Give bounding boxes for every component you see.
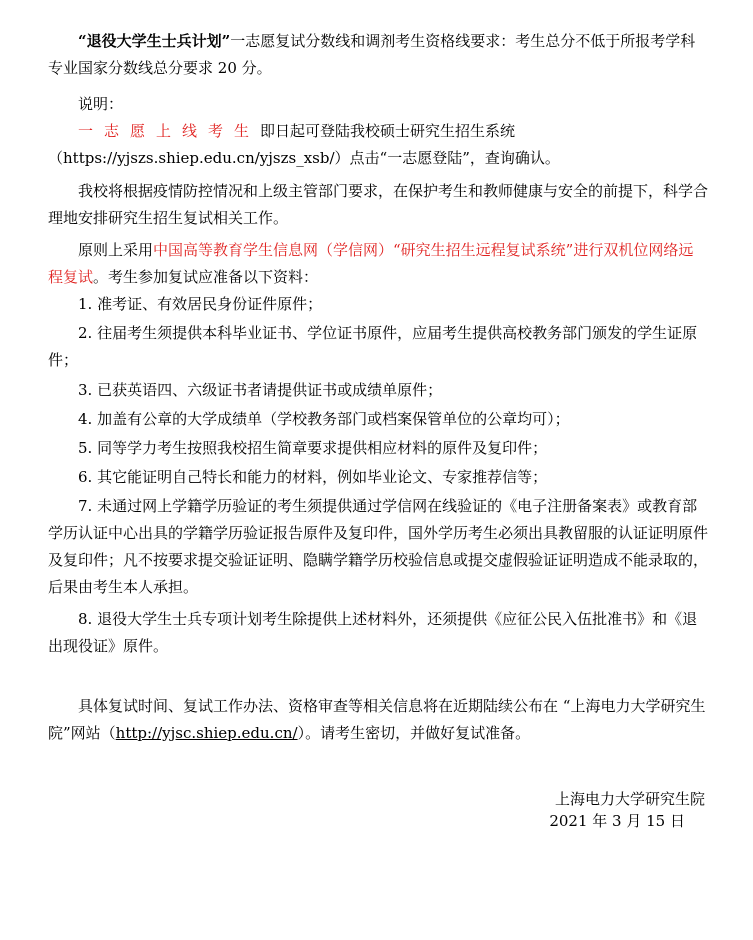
remote-post-text: 。考生参加复试应准备以下资料： (93, 268, 319, 286)
first-choice-highlight: 一志愿上线考生 (78, 122, 261, 140)
closing-paragraph (48, 693, 708, 747)
notes-title: 说明： (78, 95, 124, 113)
paragraph-epidemic: 我校将根据疫情防控情况和上级主管部门要求，在保护考生和教师健康与安全的前提下，科学合理地安排研究生招生复试相关工作。 (48, 182, 709, 227)
requirement-text: 一志愿复试分数线和调剂考生资格线要求：考生总分不低于所报考学科专业国家分数线总分要求 20 分。 (48, 32, 696, 77)
list-item-4: 4. 加盖有公章的大学成绩单（学校教务部门或档案保管单位的公章均可）； (78, 410, 570, 428)
list-item-5: 5. 同等学力考生按照我校招生简章要求提供相应材料的原件及复印件； (78, 439, 548, 457)
requirement-heading (48, 28, 708, 82)
remote-system-highlight: 中国高等教育学生信息网（学信网）“研究生招生远程复试系统”进行双机位网络远程复试 (48, 241, 694, 286)
paragraph-remote-interview (48, 237, 708, 291)
signature-org: 上海电力大学研究生院 (554, 790, 705, 808)
list-item-6: 6. 其它能证明自己特长和能力的材料，例如毕业论文、专家推荐信等； (78, 468, 548, 486)
closing-post-text: ）。请考生密切，并做好复试准备。 (297, 724, 531, 742)
system-login-text: 即日起可登陆我校硕士研究生招生系统（https://yjszs.shiep.edu.cn/yjszs_xsb/）点击“一志愿登陆”，查询确认。 (48, 122, 560, 167)
graduate-school-link[interactable]: http://yjsc.shiep.edu.cn/ (115, 724, 298, 742)
list-item-3: 3. 已获英语四、六级证书者请提供证书或成绩单原件； (78, 381, 443, 399)
paragraph-system-login (48, 118, 708, 172)
program-name: “退役大学生士兵计划” (78, 32, 231, 50)
closing-pre-text: 具体复试时间、复试工作办法、资格审查等相关信息将在近期陆续公布在 “上海电力大学研究生院”网站（ (48, 697, 706, 742)
list-item-7: 7. 未通过网上学籍学历验证的考生须提供通过学信网在线验证的《电子注册备案表》或教育部学历认证中心出具的学籍学历验证报告原件及复印件，国外学历考生必须出具教留服的认证证明原件及复印件；凡不按要求提交验证证明、隐瞒学籍学历校验信息或提交虚假验证证明造成不能录取的，后果由考生本人承担。 (48, 497, 709, 596)
list-item-2: 2. 往届考生须提供本科毕业证书、学位证书原件，应届考生提供高校教务部门颁发的学生证原件； (48, 324, 698, 369)
signature-date: 2021 年 3 月 15 日 (549, 812, 685, 830)
list-item-1: 1. 准考证、有效居民身份证件原件； (78, 295, 323, 313)
list-item-8: 8. 退役大学生士兵专项计划考生除提供上述材料外，还须提供《应征公民入伍批准书》和《退出现役证》原件。 (48, 610, 698, 655)
remote-pre-text: 原则上采用 (78, 241, 154, 259)
